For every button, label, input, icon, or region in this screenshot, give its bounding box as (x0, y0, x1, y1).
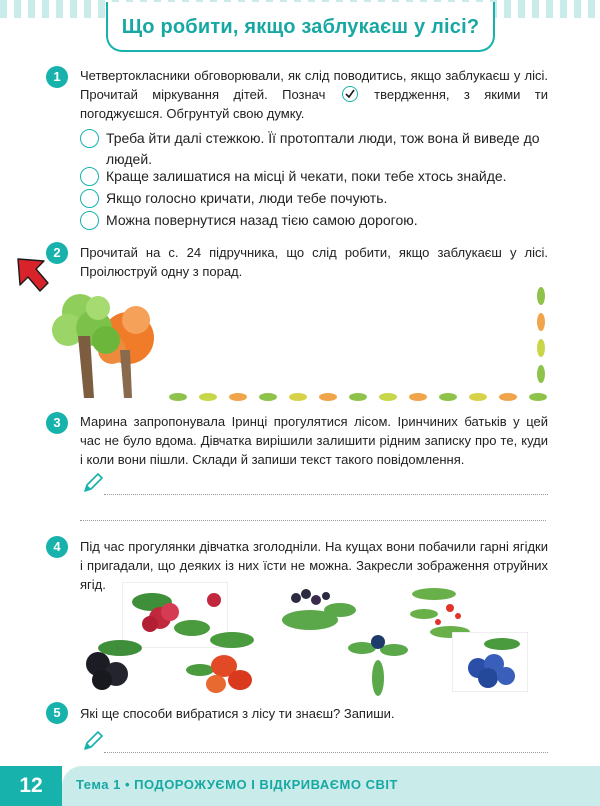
option-text: Можна повернутися назад тією самою дорогою. (106, 212, 418, 228)
option-text: Краще залишатися на місці й чекати, поки тебе хтось знайде. (106, 168, 507, 184)
berry-photo[interactable] (80, 632, 150, 692)
pointer-arrow-icon (14, 255, 50, 295)
option-checkbox[interactable] (80, 211, 99, 230)
option-checkbox[interactable] (80, 189, 99, 208)
footer-topic: Тема 1 • ПОДОРОЖУЄМО І ВІДКРИВАЄМО СВІТ (76, 777, 398, 792)
tree-illustration (50, 290, 160, 400)
pencil-icon (82, 730, 104, 752)
task-number-4: 4 (46, 536, 68, 558)
task-number-3: 3 (46, 412, 68, 434)
footer-band (62, 766, 600, 806)
option-text: Якщо голосно кричати, люди тебе почують. (106, 190, 388, 206)
option-3[interactable] (80, 188, 550, 209)
task-1-text (80, 66, 548, 123)
answer-line[interactable] (80, 520, 546, 521)
berry-photo[interactable] (348, 620, 408, 700)
berry-photo[interactable] (270, 584, 360, 634)
option-checkbox[interactable] (80, 129, 99, 148)
answer-line[interactable] (104, 752, 548, 753)
task-4-text: Під час прогулянки дівчатка зголодніли. На кущах вони побачили гарні ягідки і пригадали, що деяких із них їсти не можна. Закресли зображення отруйних ягід. (80, 539, 548, 592)
task-1-text-before: Четвертокласники обговорювали, як слід поводитись, якщо заблукаєш у лісі. Прочитай міркування дітей. Познач (80, 68, 548, 102)
leaf-icon (169, 393, 547, 401)
option-4[interactable] (80, 210, 550, 231)
task-2-text: Прочитай на с. 24 підручника, що слід робити, якщо заблукаєш у лісі. Проілюструй одну з порад. (80, 245, 548, 279)
answer-line[interactable] (104, 494, 548, 495)
option-1[interactable] (80, 128, 550, 170)
page-number: 12 (0, 766, 62, 806)
title-box (106, 2, 495, 52)
berry-photo[interactable] (186, 626, 266, 698)
leaf-border-bottom (168, 390, 548, 409)
leaf-border-right (534, 286, 548, 391)
task-number-5: 5 (46, 702, 68, 724)
page-title: Що робити, якщо заблукаєш у лісі? (121, 16, 480, 38)
task-number-1: 1 (46, 66, 68, 88)
task-number-2: 2 (46, 242, 68, 264)
footer (0, 766, 600, 806)
task-5-text: Які ще способи вибратися з лісу ти знаєш? Запиши. (80, 706, 395, 721)
option-2[interactable] (80, 166, 550, 187)
task-3-text: Марина запропонувала Іринці прогулятися лісом. Іринчиних батьків у цей час не було вдома. Дівчатка вирішили залишити рідним записку про те, куди і коли вони пішли. Склади й запиши текст такого повідомлення. (80, 414, 548, 467)
check-icon (342, 86, 358, 102)
berry-photo[interactable] (452, 632, 528, 692)
task-1-text-after: твердження, з якими ти погоджуєшся. Обгрунтуй свою думку. (80, 87, 548, 121)
option-text: Треба йти далі стежкою. Її протоптали люди, тож вона й виведе до людей. (106, 130, 540, 167)
option-checkbox[interactable] (80, 167, 99, 186)
pencil-icon (82, 472, 104, 494)
